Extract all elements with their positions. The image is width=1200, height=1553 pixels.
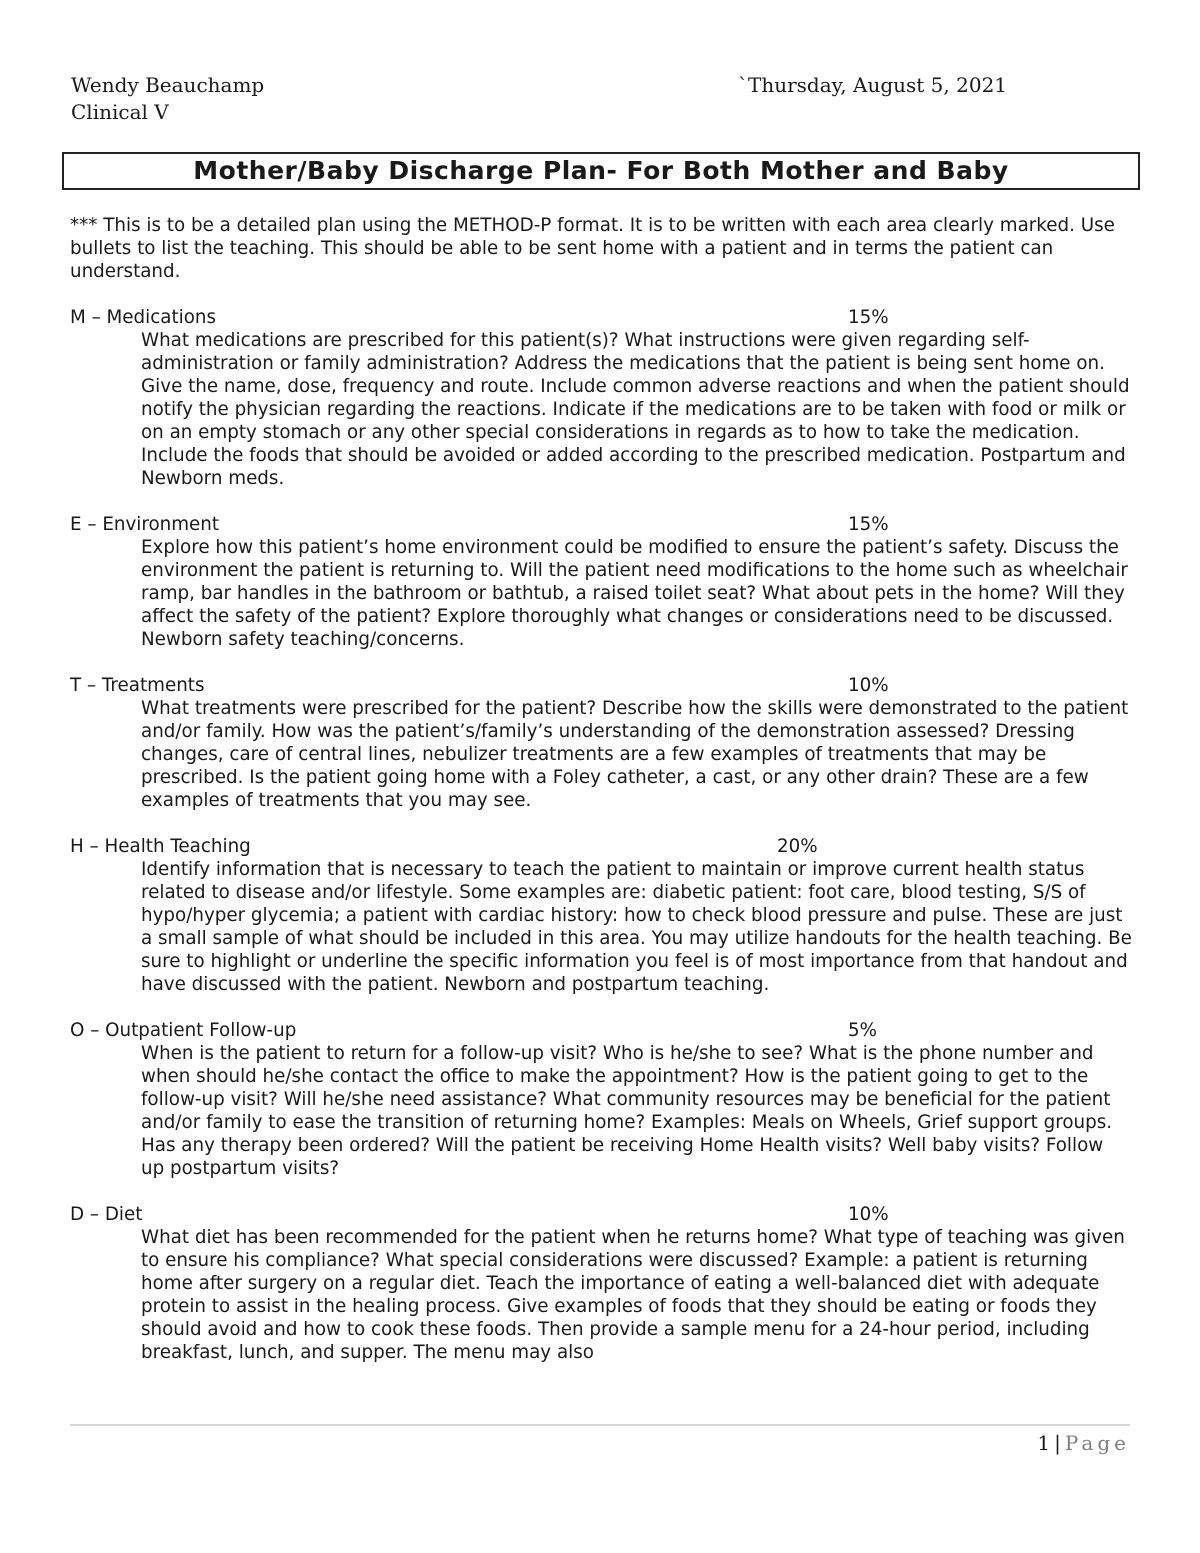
section-health-teaching (70, 835, 1132, 996)
section-label: H – Health Teaching (70, 836, 251, 857)
section-label: E – Environment (70, 514, 220, 535)
section-outpatient-follow-up (70, 1019, 1132, 1180)
intro-paragraph: *** This is to be a detailed plan using the METHOD-P format. It is to be written with each area clearly marked. Use bullets to list the teaching. This should be able to be sent home with a patient and in terms the patient can understand. (70, 215, 1115, 282)
course-name: Clinical V (71, 100, 169, 124)
section-percent: 10% (848, 1204, 889, 1225)
section-medications (70, 306, 1132, 490)
section-diet (70, 1203, 1132, 1364)
section-heading (70, 1019, 1132, 1042)
section-body: What treatments were prescribed for the patient? Describe how the skills were demonstrated to the patient and/or family. How was the patient’s/family’s understanding of the demonstration assessed? Dressing changes, care of central lines, nebulizer treatments are a few examples of treatments that may be prescribed. Is the patient going home with a Foley catheter, a cast, or any other drain? These are a few examples of treatments that you may see. (141, 698, 1129, 811)
section-body: Identify information that is necessary to teach the patient to maintain or improve current health status related to disease and/or lifestyle. Some examples are: diabetic patient: foot care, blood testing, S/S of hypo/hyper glycemia; a patient with cardiac history: how to check blood pressure and pulse. These are just a small sample of what should be included in this area. You may utilize handouts for the health teaching. Be sure to highlight or underline the specific information you feel is of most importance from that handout and have discussed with the patient. Newborn and postpartum teaching. (141, 859, 1132, 995)
section-percent: 15% (848, 514, 889, 535)
section-body: Explore how this patient’s home environment could be modified to ensure the patient’s safety. Discuss the environment the patient is returning to. Will the patient need modifications to the home such as wheelchair ramp, bar handles in the bathroom or bathtub, a raised toilet seat? What about pets in the home? Will they affect the safety of the patient? Explore thoroughly what changes or considerations need to be discussed. Newborn safety teaching/concerns. (141, 537, 1128, 650)
document-body (70, 214, 1132, 1387)
section-heading (70, 835, 1132, 858)
section-label: D – Diet (70, 1204, 143, 1225)
section-body: When is the patient to return for a follow-up visit? Who is he/she to see? What is the phone number and when should he/she contact the office to make the appointment? How is the patient going to get to the follow-up visit? Will he/she need assistance? What community resources may be beneficial for the patient and/or family to ease the transition of returning home? Examples: Meals on Wheels, Grief support groups. Has any therapy been ordered? Will the patient be receiving Home Health visits? Well baby visits? Follow up postpartum visits? (141, 1043, 1113, 1179)
section-label: M – Medications (70, 307, 217, 328)
page-footer (1037, 1430, 1130, 1456)
footer-separator: | (1054, 1431, 1061, 1455)
section-label: T – Treatments (70, 675, 205, 696)
section-heading (70, 674, 1132, 697)
section-heading (70, 306, 1132, 329)
header-date: `Thursday, August 5, 2021 (738, 73, 1008, 97)
section-percent: 5% (848, 1020, 878, 1041)
section-percent: 15% (848, 307, 889, 328)
page-number: 1 (1037, 1431, 1051, 1455)
page-word: Page (1064, 1431, 1130, 1455)
author-name: Wendy Beauchamp (71, 73, 265, 97)
section-percent: 20% (777, 836, 818, 857)
document-title: Mother/Baby Discharge Plan- For Both Mother and Baby (62, 152, 1140, 190)
section-heading (70, 1203, 1132, 1226)
section-environment (70, 513, 1132, 651)
section-label: O – Outpatient Follow-up (70, 1020, 297, 1041)
section-treatments (70, 674, 1132, 812)
section-percent: 10% (848, 675, 889, 696)
footer-divider (70, 1424, 1130, 1426)
section-body: What medications are prescribed for this patient(s)? What instructions were given regarding self-administration or family administration? Address the medications that the patient is being sent home on. Give the name, dose, frequency and route. Include common adverse reactions and when the patient should notify the physician regarding the reactions. Indicate if the medications are to be taken with food or milk or on an empty stomach or any other special considerations in regards as to how to take the medication. Include the foods that should be avoided or added according to the prescribed medication. Postpartum and Newborn meds. (141, 330, 1130, 489)
header-left (71, 72, 264, 126)
section-body: What diet has been recommended for the patient when he returns home? What type of teaching was given to ensure his compliance? What special considerations were discussed? Example: a patient is returning home after surgery on a regular diet. Teach the importance of eating a well-balanced diet with adequate protein to assist in the healing process. Give examples of foods that they should be eating or foods they should avoid and how to cook these foods. Then provide a sample menu for a 24-hour period, including breakfast, lunch, and supper. The menu may also (141, 1227, 1125, 1363)
section-heading (70, 513, 1132, 536)
